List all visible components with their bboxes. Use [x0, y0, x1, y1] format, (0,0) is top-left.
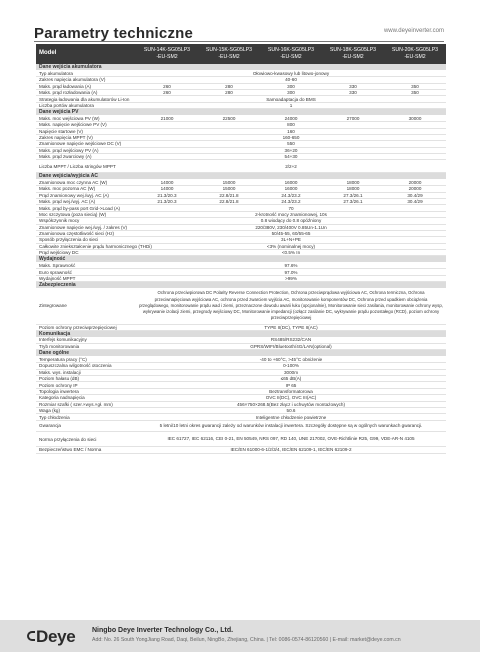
header-model-label: Model — [36, 44, 136, 64]
row-label: Maks. prąd wej./wyj. AC (A) — [36, 198, 136, 204]
row-value: 18000 — [322, 179, 384, 185]
header-model-3: SUN-16K-SG05LP3 -EU-SM2 — [260, 44, 322, 64]
row-value: 14000 — [136, 179, 198, 185]
table-header-row — [36, 44, 446, 64]
row-value: 40-60 — [136, 77, 446, 83]
row-value: GPRS/WIFI/Bluetooth/4G/LAN(optional) — [136, 343, 446, 349]
row-label: Maks. prąd zwarciowy (A) — [36, 154, 136, 160]
row-value: 18000 — [322, 186, 384, 192]
row-value: IEC 61727, IEC 62116, CEI 0-21, EN 50549, NRS 097, RD 140, UNE 217002, OVE-Richtlinie R25, G99, VDE-AR-N 4105 — [136, 432, 446, 447]
row-label: Maks. prąd wejściowy PV (A) — [36, 147, 136, 153]
row-label: Norma przyłączenia do sieci — [36, 432, 136, 447]
row-label: Strategia ładowania dla akumulatorów Li-Ion — [36, 96, 136, 102]
row-value: 24000 — [260, 115, 322, 121]
company-name: Ningbo Deye Inverter Technology Co., Ltd. — [92, 627, 234, 634]
row-label: Maks. napięcie wejściowe PV (V) — [36, 122, 136, 128]
row-value: Ołowiowo-kwasowy lub litowo-jonowy — [136, 70, 446, 76]
title-rule — [34, 41, 444, 42]
row-value: 22.8/21.8 — [198, 198, 260, 204]
row-value: 0-100% — [136, 363, 446, 369]
section-title: Komunikacja — [36, 331, 446, 338]
row-label: Kategoria nadnapięcia — [36, 395, 136, 401]
row-label: Napięcie startowe (V) — [36, 128, 136, 134]
table-row — [36, 160, 446, 173]
row-label: Topologia inwertera — [36, 388, 136, 394]
table-row — [36, 432, 446, 447]
row-label: Zakres napięcia MPPT (V) — [36, 134, 136, 140]
row-value: 36+20 — [136, 147, 446, 153]
row-value: IEC/EN 61000-6-1/2/3/4, IEC/EN 62109-1, IEC/EN 62109-2 — [136, 447, 446, 453]
row-value: 300 — [260, 83, 322, 89]
row-value: 15000 — [198, 186, 260, 192]
row-value: 21000 — [136, 115, 198, 121]
row-label: Gwarancja — [36, 420, 136, 432]
row-label: Liczba portów akumulatora — [36, 102, 136, 108]
company-address: Add: No. 26 South YongJiang Road, Daqi, Beilun, NingBo, Zhejiang, China. | Tel: 0086-0574-86120560 | E-mail: market@deye.com.cn — [92, 637, 401, 643]
row-value: IP 65 — [136, 382, 446, 388]
row-label: Liczba MPPT / Liczba stringów MPPT — [36, 160, 136, 173]
row-value: Ochrona przeciwpiorowa DC Polarity Reverse Connection Protection, Ochrona przeciwprądowa wyjściowa AC, Ochrona termiczna, Ochrona przeciwnapięciowa wyjściowa AC, ochrona przed zwarciem wyjścia AC, monitorowanie komponentów DC, Ochrona przed upadkiem obciążenia przeglądowego, monitorowanie prądu wad i ziemi, przeznaczone dowodu awarii łuku (opcjonalnie), Monitorowanie sieci zasilania, monitorowanie ochrony wysp, wykrywanie izolacji ziemi, przegrody wejściowy DC, Monitorowanie impedancji (ozłącz zasilanie DC, wykrywanie prądu pozostałego (RCD), poziom ochrony przeciwprzepięciowej — [136, 288, 446, 324]
header-model-4: SUN-18K-SG05LP3 -EU-SM2 — [322, 44, 384, 64]
row-label: Interfejs komunikacyjny — [36, 337, 136, 343]
row-value: 260 — [136, 90, 198, 96]
row-label: Rozmiar szafki ( szer.×wys.×gł. mm) — [36, 401, 136, 407]
section-title: Zabezpieczenia — [36, 282, 446, 289]
row-value: <0.5% In — [136, 250, 446, 256]
row-value: 24.3/23.2 — [260, 198, 322, 204]
row-label: Znamionowe napięcie wejściowe DC (V) — [36, 141, 136, 147]
row-value: 160-650 — [136, 134, 446, 140]
row-value: 350 — [384, 90, 446, 96]
row-value: 350 — [384, 83, 446, 89]
header-model-5: SUN-20K-SG05LP3 -EU-SM2 — [384, 44, 446, 64]
row-value: 24.3/23.2 — [260, 192, 322, 198]
row-value: 97.6% — [136, 262, 446, 268]
row-value: Samoadaptacja do BMS — [136, 96, 446, 102]
row-value: 54+30 — [136, 154, 446, 160]
deye-logo: Deye — [36, 627, 76, 646]
row-value: TYPE II(DC), TYPE II(AC) — [136, 324, 446, 330]
row-label: Zakres napięcia akumulatora (V) — [36, 77, 136, 83]
row-value: 20000 — [384, 186, 446, 192]
row-value: 27000 — [322, 115, 384, 121]
section-title: Dane wejścia akumulatora — [36, 64, 446, 70]
row-value: ≤65 dB(A) — [136, 375, 446, 381]
row-value: 800 — [136, 122, 446, 128]
row-value: 27.3/26.1 — [322, 198, 384, 204]
row-value: 22.8/21.8 — [198, 192, 260, 198]
row-value: RS485/RS232/CAN — [136, 337, 446, 343]
row-label: Maks. moc pozorna AC (W) — [36, 186, 136, 192]
row-value: Beztransformatorowa — [136, 388, 446, 394]
row-value: 220/380V, 230/400V 0.85Un-1.1Un — [136, 224, 446, 230]
page-footer — [0, 620, 480, 652]
section-title: Dane wejścia/wyjścia AC — [36, 173, 446, 180]
section-title: Dane ogólne — [36, 350, 446, 357]
row-value: 550 — [136, 141, 446, 147]
row-label: Waga (kg) — [36, 407, 136, 413]
row-label: Typ akumulatora — [36, 70, 136, 76]
row-value: 30.4/29 — [384, 198, 446, 204]
row-label: Wydajność MPPT — [36, 275, 136, 281]
table-row — [36, 447, 446, 453]
row-value: 280 — [198, 90, 260, 96]
table-row — [36, 288, 446, 324]
row-label: Moc szczytowa (poza siecią) (W) — [36, 211, 136, 217]
row-value: 22500 — [198, 115, 260, 121]
row-value: Inteligentne chłodzenie powietrzne — [136, 414, 446, 420]
row-value: 21.3/20.3 — [136, 192, 198, 198]
row-value: 97.0% — [136, 269, 446, 275]
row-label: Bezpieczeństwo EMC / Norma — [36, 447, 136, 453]
spec-table — [36, 44, 446, 454]
row-label: Poziom ochrony IP — [36, 382, 136, 388]
row-label: Tryb monitorowania — [36, 343, 136, 349]
row-value: OVC II(DC), OVC III(AC) — [136, 395, 446, 401]
row-label: Znamionowa moc czynna AC (W) — [36, 179, 136, 185]
row-label: Znamionowe napięcie wej./wyj. / zakres (V) — [36, 224, 136, 230]
row-value: 3L+N+PE — [136, 237, 446, 243]
row-value: 5 letni/10 letni okres gwarancji zależy od warunków instalacji inwertera. Szczegóły dostępne są w ogólnych warunkach gwarancji. — [136, 420, 446, 432]
row-value: 2-krotność mocy znamionowej, 10s — [136, 211, 446, 217]
row-label: Maks. Sprawność — [36, 262, 136, 268]
row-label: Prąd znamionowy wej./wyj. AC (A) — [36, 192, 136, 198]
row-value: 14000 — [136, 186, 198, 192]
row-value: 330 — [322, 90, 384, 96]
row-value: -40 to +60°C, >45°C obniżenie — [136, 356, 446, 362]
row-value: 20000 — [384, 179, 446, 185]
deye-logo-mark — [27, 631, 35, 641]
row-value: 1 — [136, 102, 446, 108]
row-value: 50.6 — [136, 407, 446, 413]
page-title: Parametry techniczne — [34, 25, 194, 42]
row-label: Sposób przyłączenia do sieci — [36, 237, 136, 243]
row-label: Znamionowa częstotliwość sieci (Hz) — [36, 230, 136, 236]
row-value: 70 — [136, 205, 446, 211]
row-value: 21.3/20.3 — [136, 198, 198, 204]
website-url[interactable]: www.deyeinverter.com — [383, 28, 444, 34]
header-model-2: SUN-15K-SG05LP3 -EU-SM2 — [198, 44, 260, 64]
row-value: 15000 — [198, 179, 260, 185]
row-value: 160 — [136, 128, 446, 134]
section-title: Wydajność — [36, 256, 446, 263]
row-value: 330 — [322, 83, 384, 89]
row-value: 0.8 wiodący do 0.8 opóźniony — [136, 218, 446, 224]
row-label: Maks. prąd rozładowania (A) — [36, 90, 136, 96]
row-value: 2/2+2 — [136, 160, 446, 173]
row-label: Maks. prąd ładowania (A) — [36, 83, 136, 89]
row-label: Prąd wejściowy DC — [36, 250, 136, 256]
row-value: 27.3/26.1 — [322, 192, 384, 198]
row-label: Zintegrowane — [36, 288, 136, 324]
row-label: Maks. wys. instalacji — [36, 369, 136, 375]
row-value: 30000 — [384, 115, 446, 121]
row-label: Maks. moc wejściowa PV (W) — [36, 115, 136, 121]
row-value: 16000 — [260, 186, 322, 192]
row-value: >99% — [136, 275, 446, 281]
row-label: Całkowite zniekształcenie prądu harmonicznego (THDi) — [36, 243, 136, 249]
row-value: 456×750×268.5(Bez złącz i uchwytów montażowych) — [136, 401, 446, 407]
row-value: 260 — [136, 83, 198, 89]
row-value: 16000 — [260, 179, 322, 185]
row-label: Poziom ochrony przeciwprzepięciowej — [36, 324, 136, 330]
row-value: 30.4/29 — [384, 192, 446, 198]
row-value: 300 — [260, 90, 322, 96]
row-label: Temperatura pracy (°C) — [36, 356, 136, 362]
row-value: 280 — [198, 83, 260, 89]
section-title: Dane wejścia PV — [36, 109, 446, 116]
row-value: <3% (nominalnej mocy) — [136, 243, 446, 249]
row-label: Poziom hałasu (dB) — [36, 375, 136, 381]
row-label: Typ chłodzenia — [36, 414, 136, 420]
row-label: Współczynnik mocy — [36, 218, 136, 224]
row-value: 3000m — [136, 369, 446, 375]
row-label: Dopuszczalna wilgotność otoczenia — [36, 363, 136, 369]
row-label: Maks. prąd by-pass port Grid->Load (A) — [36, 205, 136, 211]
table-row — [36, 420, 446, 432]
row-value: 50/45-55, 60/55-65 — [136, 230, 446, 236]
spec-table-body — [36, 44, 446, 453]
row-label: Euro sprawność — [36, 269, 136, 275]
header-model-1: SUN-14K-SG05LP3 -EU-SM2 — [136, 44, 198, 64]
